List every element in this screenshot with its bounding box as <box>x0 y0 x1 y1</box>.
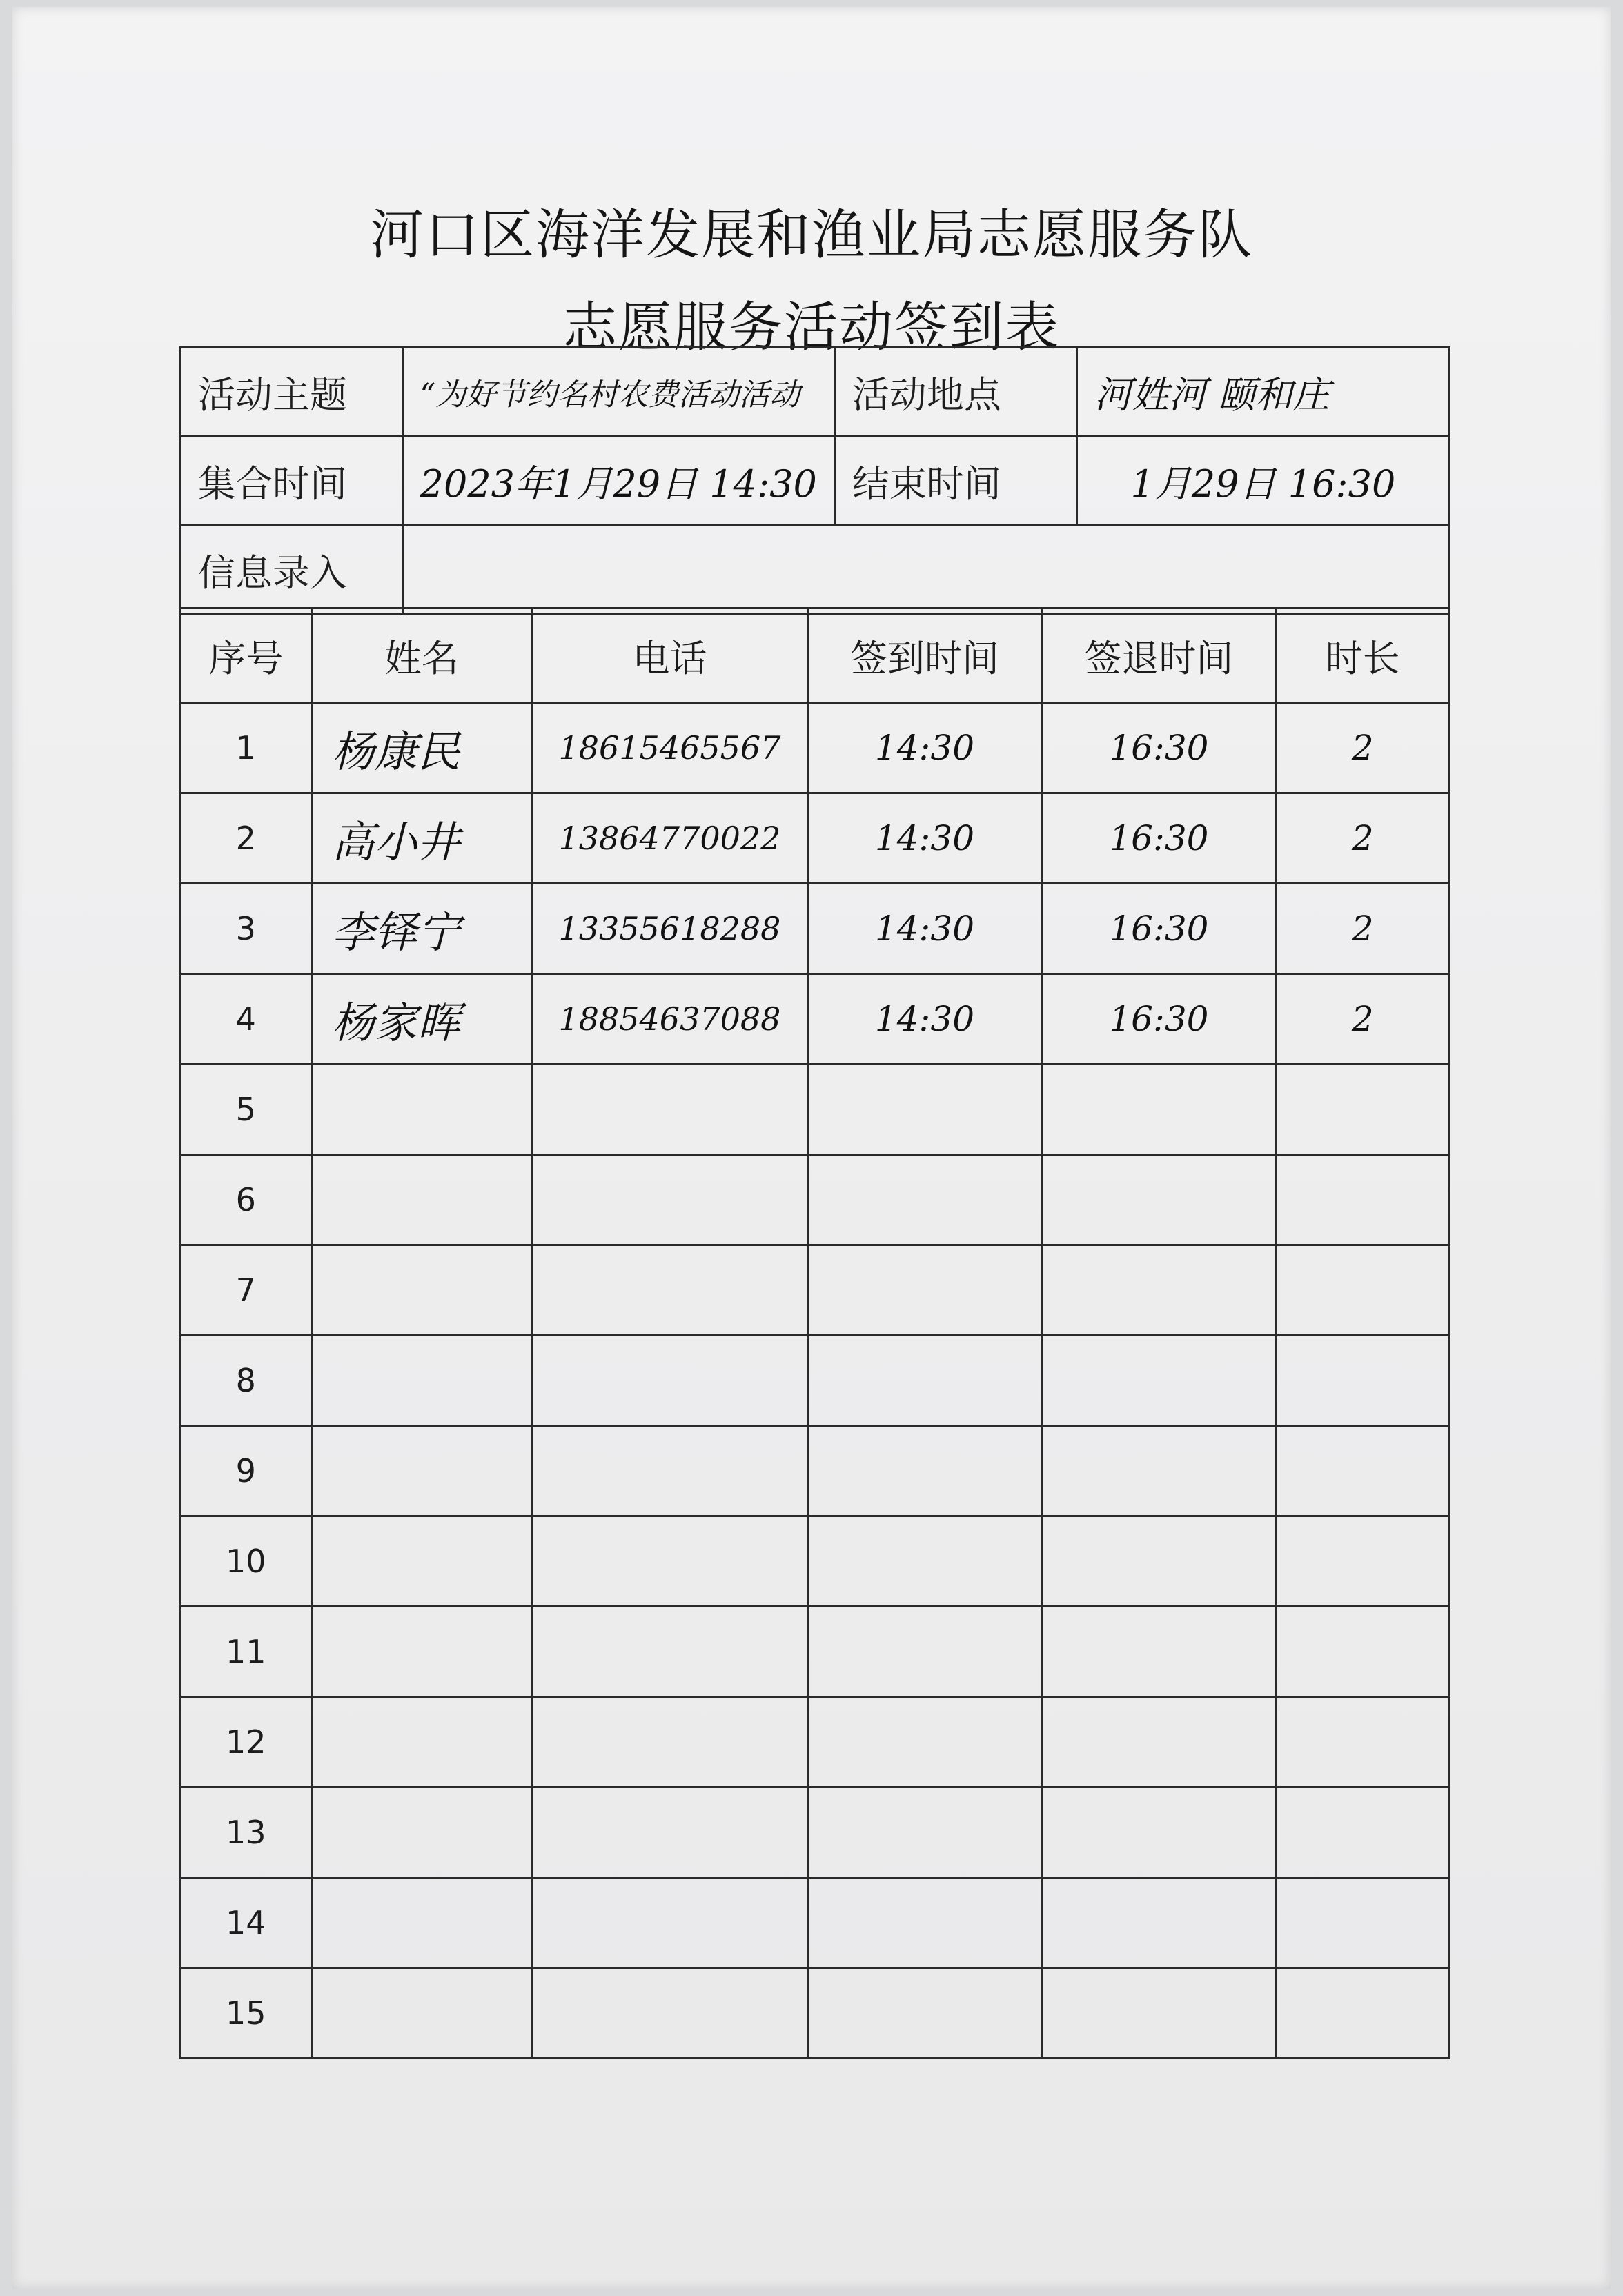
table-row <box>181 1155 1450 1245</box>
info-row-theme <box>181 348 1450 437</box>
row-signout <box>1042 1697 1276 1788</box>
row-name <box>311 1155 532 1245</box>
attendance-header-row <box>181 608 1450 703</box>
table-row <box>181 1426 1450 1516</box>
row-signout: 16:30 <box>1042 703 1276 793</box>
document-title: 河口区海洋发展和渔业局志愿服务队 <box>369 204 1253 266</box>
row-seq: 2 <box>181 793 312 884</box>
entry-value <box>402 526 1449 615</box>
row-phone: 13355618288 <box>532 884 808 974</box>
row-name <box>311 1336 532 1426</box>
theme-label: 活动主题 <box>181 348 403 437</box>
row-phone <box>532 1336 808 1426</box>
table-row <box>181 1516 1450 1607</box>
row-duration: 2 <box>1276 974 1449 1065</box>
table-row <box>181 793 1450 884</box>
row-name <box>311 1697 532 1788</box>
column-header-name: 姓名 <box>311 608 532 703</box>
row-signin <box>807 1968 1041 2059</box>
row-signout: 16:30 <box>1042 974 1276 1065</box>
row-name <box>311 1065 532 1155</box>
row-phone: 18854637088 <box>532 974 808 1065</box>
table-row <box>181 1065 1450 1155</box>
row-signin <box>807 1155 1041 1245</box>
row-name <box>311 1878 532 1968</box>
row-signout <box>1042 1968 1276 2059</box>
row-signin <box>807 1516 1041 1607</box>
activity-info-table <box>179 346 1450 615</box>
row-signout <box>1042 1878 1276 1968</box>
row-duration <box>1276 1607 1449 1697</box>
row-phone <box>532 1245 808 1336</box>
row-duration <box>1276 1336 1449 1426</box>
table-row <box>181 703 1450 793</box>
row-duration <box>1276 1426 1449 1516</box>
row-duration <box>1276 1968 1449 2059</box>
row-signin <box>807 1607 1041 1697</box>
paper-sheet <box>12 7 1611 2289</box>
column-header-phone: 电话 <box>532 608 808 703</box>
row-seq: 8 <box>181 1336 312 1426</box>
column-header-signout: 签退时间 <box>1042 608 1276 703</box>
row-signin <box>807 1697 1041 1788</box>
row-signin <box>807 1426 1041 1516</box>
row-seq: 6 <box>181 1155 312 1245</box>
table-row <box>181 1788 1450 1878</box>
row-phone <box>532 1788 808 1878</box>
attendance-table <box>179 607 1450 2059</box>
row-signout <box>1042 1336 1276 1426</box>
row-phone <box>532 1607 808 1697</box>
column-header-duration: 时长 <box>1276 608 1449 703</box>
row-name <box>311 1426 532 1516</box>
row-name: 李铎宁 <box>311 884 532 974</box>
row-seq: 14 <box>181 1878 312 1968</box>
row-signout: 16:30 <box>1042 884 1276 974</box>
row-name <box>311 1516 532 1607</box>
row-signin: 14:30 <box>807 703 1041 793</box>
row-phone <box>532 1426 808 1516</box>
table-row <box>181 1878 1450 1968</box>
row-seq: 4 <box>181 974 312 1065</box>
column-header-signin: 签到时间 <box>807 608 1041 703</box>
row-signin <box>807 1245 1041 1336</box>
row-phone: 18615465567 <box>532 703 808 793</box>
table-row <box>181 1968 1450 2059</box>
row-duration <box>1276 1516 1449 1607</box>
column-header-seq: 序号 <box>181 608 312 703</box>
table-row <box>181 1697 1450 1788</box>
row-signout <box>1042 1065 1276 1155</box>
row-name: 杨家晖 <box>311 974 532 1065</box>
row-signin <box>807 1336 1041 1426</box>
row-duration <box>1276 1245 1449 1336</box>
row-name: 杨康民 <box>311 703 532 793</box>
row-signin: 14:30 <box>807 974 1041 1065</box>
row-signin <box>807 1878 1041 1968</box>
table-row <box>181 884 1450 974</box>
info-row-time <box>181 437 1450 526</box>
row-signin <box>807 1788 1041 1878</box>
row-seq: 9 <box>181 1426 312 1516</box>
row-signout <box>1042 1426 1276 1516</box>
row-signout <box>1042 1788 1276 1878</box>
row-seq: 10 <box>181 1516 312 1607</box>
row-signin <box>807 1065 1041 1155</box>
end-time-label: 结束时间 <box>834 437 1076 526</box>
row-seq: 1 <box>181 703 312 793</box>
end-time-value: 1月29日 16:30 <box>1076 437 1449 526</box>
row-seq: 12 <box>181 1697 312 1788</box>
row-phone <box>532 1516 808 1607</box>
row-phone: 13864770022 <box>532 793 808 884</box>
row-seq: 7 <box>181 1245 312 1336</box>
theme-value: “为好节约名村农费活动活动 <box>402 348 834 437</box>
row-phone <box>532 1968 808 2059</box>
row-seq: 15 <box>181 1968 312 2059</box>
row-seq: 5 <box>181 1065 312 1155</box>
table-row <box>181 1245 1450 1336</box>
row-seq: 11 <box>181 1607 312 1697</box>
row-duration <box>1276 1065 1449 1155</box>
row-duration: 2 <box>1276 703 1449 793</box>
row-name <box>311 1968 532 2059</box>
row-signout: 16:30 <box>1042 793 1276 884</box>
row-phone <box>532 1697 808 1788</box>
row-seq: 3 <box>181 884 312 974</box>
gather-time-label: 集合时间 <box>181 437 403 526</box>
row-duration: 2 <box>1276 884 1449 974</box>
row-phone <box>532 1065 808 1155</box>
row-signout <box>1042 1155 1276 1245</box>
signin-form <box>179 346 1450 2045</box>
table-row <box>181 1336 1450 1426</box>
place-label: 活动地点 <box>834 348 1076 437</box>
row-signout <box>1042 1516 1276 1607</box>
row-signin: 14:30 <box>807 884 1041 974</box>
row-duration <box>1276 1155 1449 1245</box>
place-value: 河姓河 颐和庄 <box>1076 348 1449 437</box>
row-phone <box>532 1878 808 1968</box>
table-row <box>181 974 1450 1065</box>
row-seq: 13 <box>181 1788 312 1878</box>
row-name <box>311 1788 532 1878</box>
gather-time-value: 2023年1月29日 14:30 <box>402 437 834 526</box>
row-signout <box>1042 1245 1276 1336</box>
row-signin: 14:30 <box>807 793 1041 884</box>
table-row <box>181 1607 1450 1697</box>
row-phone <box>532 1155 808 1245</box>
row-signout <box>1042 1607 1276 1697</box>
document-subtitle: 志愿服务活动签到表 <box>562 297 1060 359</box>
row-duration <box>1276 1788 1449 1878</box>
row-name <box>311 1245 532 1336</box>
row-name: 高小井 <box>311 793 532 884</box>
entry-label: 信息录入 <box>181 526 403 615</box>
row-duration: 2 <box>1276 793 1449 884</box>
row-duration <box>1276 1878 1449 1968</box>
info-row-entry <box>181 526 1450 615</box>
row-name <box>311 1607 532 1697</box>
row-duration <box>1276 1697 1449 1788</box>
